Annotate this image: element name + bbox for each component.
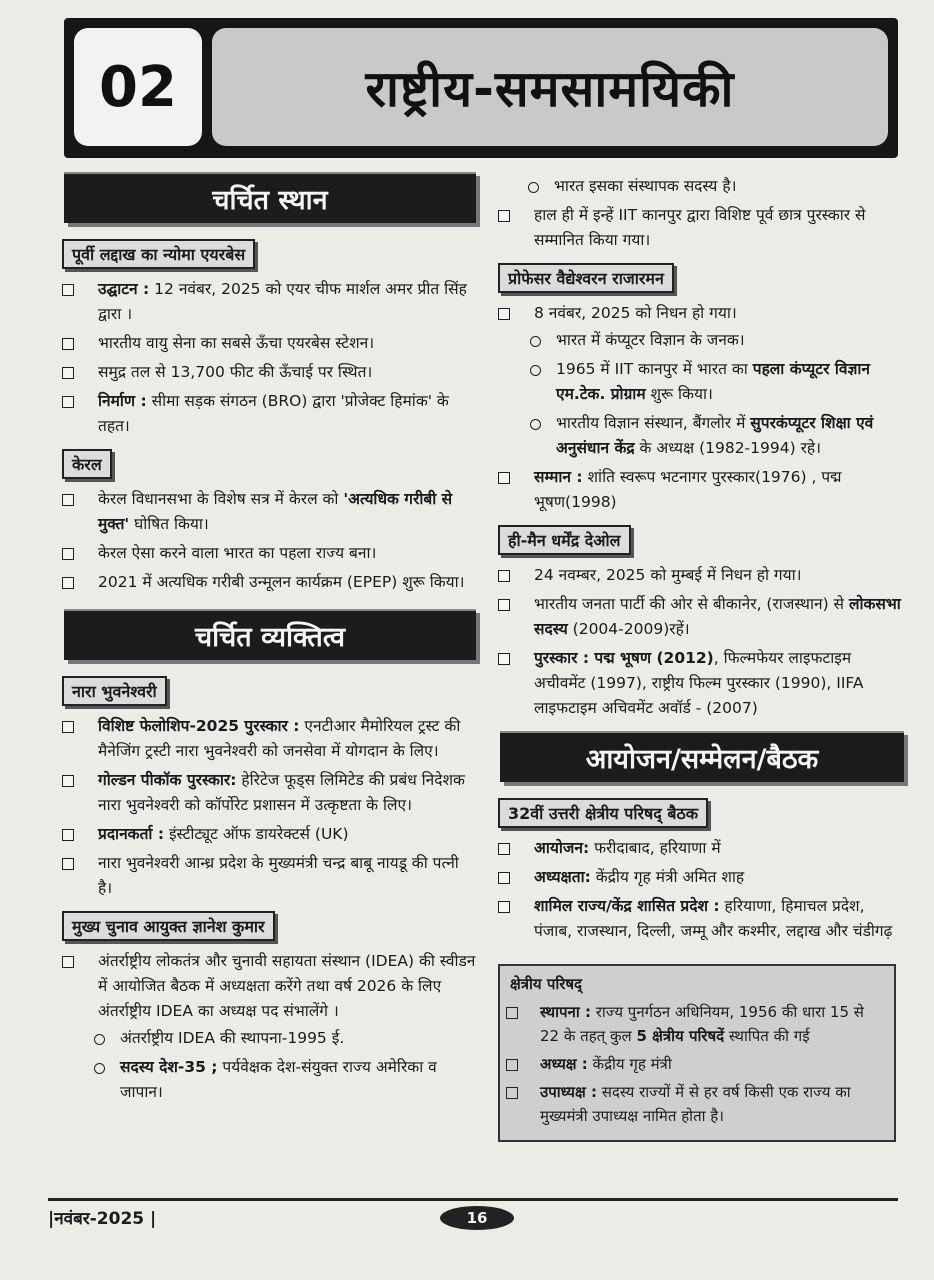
footer-month: |नवंबर-2025 |	[48, 1209, 157, 1229]
sub-list-item: सदस्य देश-35 ; पर्यवेक्षक देश-संयुक्त राज्य अमेरिका व जापान।	[88, 1055, 476, 1105]
chapter-number: 02	[74, 28, 202, 146]
sub-list-item: भारतीय विज्ञान संस्थान, बैंगलोर में सुपरकंप्यूटर शिक्षा एवं अनुसंधान केंद्र के अध्यक्ष (1982-1994) रहे।	[524, 411, 904, 461]
sub-list-item: भारत में कंप्यूटर विज्ञान के जनक।	[524, 328, 904, 353]
rajaraman-list	[494, 301, 904, 515]
list-item: नारा भुवनेश्वरी आन्ध्र प्रदेश के मुख्यमंत्री चन्द्र बाबू नायडू की पत्नी है।	[58, 851, 476, 901]
sub-heading-nyoma: पूर्वी लद्दाख का न्योमा एयरबेस	[62, 239, 255, 269]
list-item: 24 नवम्बर, 2025 को मुम्बई में निधन हो गया।	[494, 563, 904, 588]
list-item: केरल ऐसा करने वाला भारत का पहला राज्य बना।	[58, 541, 476, 566]
list-item: भारतीय जनता पार्टी की ओर से बीकानेर, (राजस्थान) से लोकसभा सदस्य (2004-2009)रहें।	[494, 592, 904, 642]
list-item: समुद्र तल से 13,700 फीट की ऊँचाई पर स्थित।	[58, 360, 476, 385]
list-item: केरल विधानसभा के विशेष सत्र में केरल को 'अत्यधिक गरीबी से मुक्त' घोषित किया।	[58, 487, 476, 537]
kerala-list	[58, 487, 476, 595]
sub-list-item: 1965 में IIT कानपुर में भारत का पहला कंप्यूटर विज्ञान एम.टेक. प्रोग्राम शुरू किया।	[524, 357, 904, 407]
sub-list-item: अंतर्राष्ट्रीय IDEA की स्थापना-1995 ई.	[88, 1026, 476, 1051]
sub-heading-rajaraman: प्रोफेसर वैद्येश्वरन राजारमन	[498, 263, 674, 293]
sub-list-item: भारत इसका संस्थापक सदस्य है।	[522, 174, 904, 199]
list-item: सम्मान : शांति स्वरूप भटनागर पुरस्कार(1976) , पद्म भूषण(1998)	[494, 465, 904, 515]
list-item: आयोजन: फरीदाबाद, हरियाणा में	[494, 836, 904, 861]
section-banner-personalities: चर्चित व्यक्तित्व	[64, 609, 476, 660]
dharmendra-list	[494, 563, 904, 721]
list-item: उद्घाटन : 12 नवंबर, 2025 को एयर चीफ मार्शल अमर प्रीत सिंह द्वारा ।	[58, 277, 476, 327]
list-item: विशिष्ट फेलोशिप-2025 पुरस्कार : एनटीआर मैमोरियल ट्रस्ट की मैनेजिंग ट्रस्टी नारा भुवनेश्वरी को जनसेवा में योगदान के लिए।	[58, 714, 476, 764]
list-item: पुरस्कार : पद्म भूषण (2012), फिल्मफेयर लाइफटाइम अचीवमेंट (1997), राष्ट्रीय फिल्म पुरस्कार (1990), IIFA लाइफटाइम अचिवमेंट अवॉर्ड - (2007)	[494, 646, 904, 721]
list-item: हाल ही में इन्हें IIT कानपुर द्वारा विशिष्ट पूर्व छात्र पुरस्कार से सम्मानित किया गया।	[494, 203, 904, 253]
page-number: 16	[440, 1206, 514, 1230]
list-item: 2021 में अत्यधिक गरीबी उन्मूलन कार्यक्रम (EPEP) शुरू किया।	[58, 570, 476, 595]
nyoma-list	[58, 277, 476, 439]
sub-heading-nara: नारा भुवनेश्वरी	[62, 676, 167, 706]
left-column	[58, 168, 476, 1109]
rajaraman-sub-list	[494, 328, 904, 461]
sub-heading-dharmendra: ही-मैन धर्मेंद्र देओल	[498, 525, 631, 555]
list-item: शामिल राज्य/केंद्र शासित प्रदेश : हरियाणा, हिमाचल प्रदेश, पंजाब, राजस्थान, दिल्ली, जम्मू और कश्मीर, लद्दाख और चंडीगढ़	[494, 894, 904, 944]
continued-sub-list	[492, 174, 904, 199]
zonal-council-heading: क्षेत्रीय परिषद्	[510, 975, 583, 993]
zonal-council-box	[498, 964, 896, 1142]
footer-divider	[48, 1198, 898, 1201]
list-item: उपाध्यक्ष : सदस्य राज्यों में से हर वर्ष किसी एक राज्य का मुख्यमंत्री उपाध्यक्ष नामित होता है।	[510, 1080, 884, 1128]
sub-heading-kerala: केरल	[62, 449, 112, 479]
list-item: स्थापना : राज्य पुनर्गठन अधिनियम, 1956 की धारा 15 से 22 के तहत् कुल 5 क्षेत्रीय परिषदें स्थापित की गई	[510, 1000, 884, 1048]
zonal-council-list	[510, 1000, 884, 1128]
continued-list	[494, 203, 904, 253]
nara-list	[58, 714, 476, 901]
council-list	[494, 836, 904, 944]
list-item: 8 नवंबर, 2025 को निधन हो गया। भारत में कंप्यूटर विज्ञान के जनक। 1965 में IIT कानपुर में भारत का पहला कंप्यूटर विज्ञान एम.टेक. प्रोग्राम शुरू किया। भारतीय विज्ञान संस्थान, बैंगलोर में सुपरकंप्यूटर शिक्षा एवं अनुसंधान केंद्र के अध्यक्ष (1982-1994) रहे।	[494, 301, 904, 461]
list-item: अंतर्राष्ट्रीय लोकतंत्र और चुनावी सहायता संस्थान (IDEA) की स्वीडन में आयोजित बैठक में अध्यक्षता करेंगे तथा वर्ष 2026 के लिए अंतर्राष्ट्रीय IDEA का अध्यक्ष पद संभालेंगे । अंतर्राष्ट्रीय IDEA की स्थापना-1995 ई. सदस्य देश-35 ; पर्यवेक्षक देश-संयुक्त राज्य अमेरिका व जापान।	[58, 949, 476, 1105]
list-item: गोल्डन पीकॉक पुरस्कार: हेरिटेज फूड्स लिमिटेड की प्रबंध निदेशक नारा भुवनेश्वरी को कॉर्पोरेट प्रशासन में उत्कृष्टता के लिए।	[58, 768, 476, 818]
gyanesh-list	[58, 949, 476, 1105]
right-column	[494, 172, 904, 1142]
list-item: प्रदानकर्ता : इंस्टीट्यूट ऑफ डायरेक्टर्स (UK)	[58, 822, 476, 847]
list-item: अध्यक्ष : केंद्रीय गृह मंत्री	[510, 1052, 884, 1076]
gyanesh-sub-list	[58, 1026, 476, 1105]
sub-heading-gyanesh: मुख्य चुनाव आयुक्त ज्ञानेश कुमार	[62, 911, 275, 941]
chapter-title: राष्ट्रीय-समसामयिकी	[212, 28, 888, 146]
section-banner-events: आयोजन/सम्मेलन/बैठक	[500, 731, 904, 782]
list-item: निर्माण : सीमा सड़क संगठन (BRO) द्वारा 'प्रोजेक्ट हिमांक' के तहत।	[58, 389, 476, 439]
list-item: अध्यक्षता: केंद्रीय गृह मंत्री अमित शाह	[494, 865, 904, 890]
section-banner-places: चर्चित स्थान	[64, 172, 476, 223]
sub-heading-council: 32वीं उत्तरी क्षेत्रीय परिषद् बैठक	[498, 798, 708, 828]
list-item: भारतीय वायु सेना का सबसे ऊँचा एयरबेस स्टेशन।	[58, 331, 476, 356]
